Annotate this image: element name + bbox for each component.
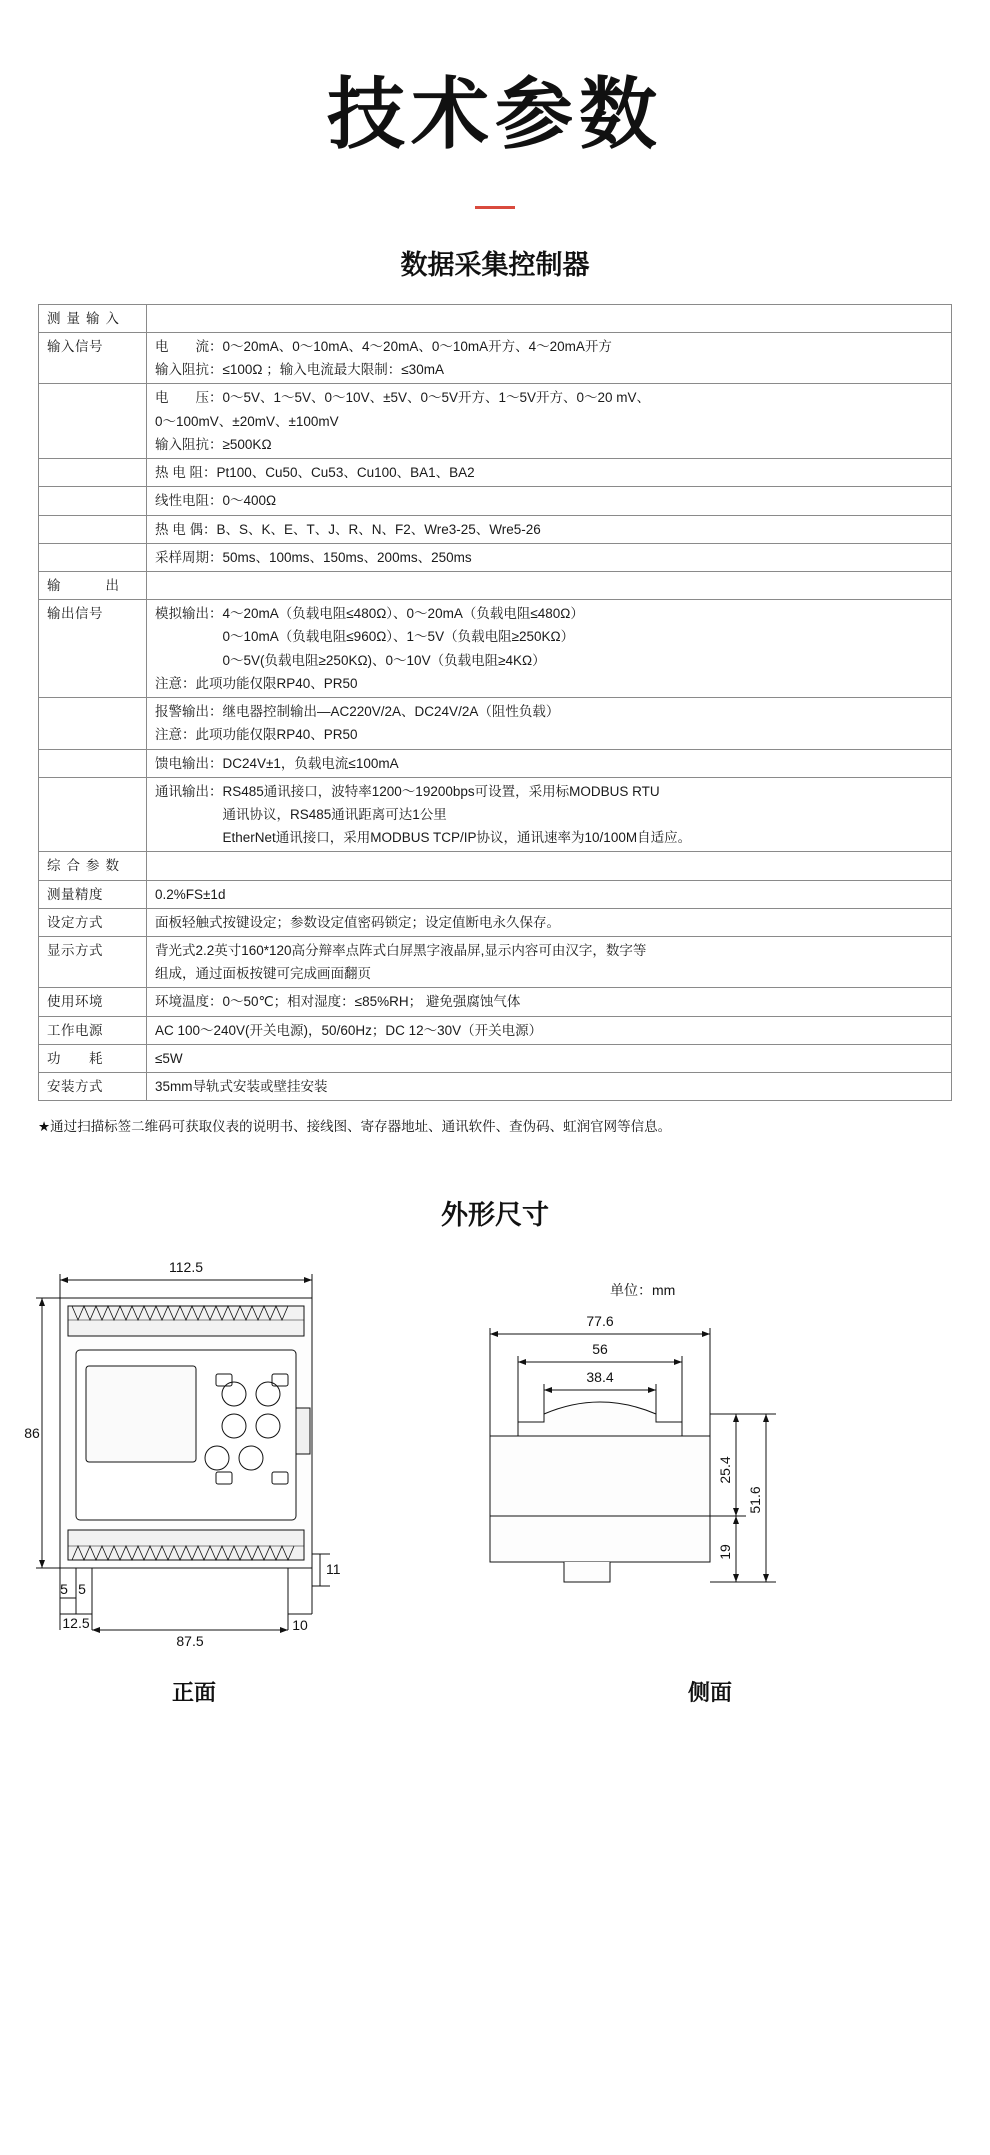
spec-row-label <box>39 777 147 852</box>
spec-row <box>39 487 952 515</box>
spec-row-label: 功 耗 <box>39 1044 147 1072</box>
spec-row-label <box>39 698 147 749</box>
spec-row-label: 使用环境 <box>39 988 147 1016</box>
spec-row <box>39 571 952 599</box>
spec-row-label: 设定方式 <box>39 908 147 936</box>
spec-row-label <box>39 749 147 777</box>
spec-row-value: ≤5W <box>147 1044 952 1072</box>
side-total-height-label: 51.6 <box>747 1486 763 1514</box>
spec-row-value-line: 电 压：0～5V、1～5V、0～10V、±5V、0～5V开方、1～5V开方、0～20 mV、 <box>155 390 651 406</box>
spec-row-value-line: 输入阻抗：≤100Ω ；输入电流最大限制：≤30mA <box>155 362 444 378</box>
side-view-drawing <box>460 1304 860 1724</box>
spec-row-value: 热 电 偶：B、S、K、E、T、J、R、N、F2、Wre3-25、Wre5-26 <box>147 515 952 543</box>
unit-label: 单位：mm <box>610 1282 676 1299</box>
spec-row <box>39 852 952 880</box>
side-lower-height-label: 19 <box>717 1544 733 1561</box>
front-right-small-label: 11 <box>326 1561 341 1578</box>
spec-row-value: 环境温度：0～50℃；相对湿度：≤85%RH； 避免强腐蚀气体 <box>147 988 952 1016</box>
spec-row-value: 面板轻触式按键设定；参数设定值密码锁定；设定值断电永久保存。 <box>147 908 952 936</box>
spec-row-value <box>147 333 952 384</box>
spec-row <box>39 698 952 749</box>
spec-row-label: 测量精度 <box>39 880 147 908</box>
spec-row-value: 热 电 阻：Pt100、Cu50、Cu53、Cu100、BA1、BA2 <box>147 459 952 487</box>
spec-row-value-line: 0～100mV、±20mV、±100mV <box>155 413 339 429</box>
spec-row <box>39 1073 952 1101</box>
front-bottom-left-small-label: 5 <box>60 1581 68 1598</box>
spec-row-value-line: EtherNet通讯接口，采用MODBUS TCP/IP协议，通讯速率为10/100M自适应。 <box>155 830 692 846</box>
spec-row-value-line: 组成，通过面板按键可完成画面翻页 <box>155 966 371 982</box>
spec-row-value-line: 报警输出：继电器控制输出—AC220V/2A、DC24V/2A（阻性负载） <box>155 704 560 720</box>
spec-row <box>39 1016 952 1044</box>
side-mid-width-label: 56 <box>592 1341 608 1358</box>
spec-table-container <box>0 282 990 1102</box>
spec-table <box>38 304 952 1102</box>
spec-row-label: 安装方式 <box>39 1073 147 1101</box>
spec-row <box>39 749 952 777</box>
front-view-drawing <box>20 1258 440 1678</box>
spec-row-label <box>39 384 147 459</box>
front-width-label: 112.5 <box>169 1259 203 1276</box>
side-inner-width-label: 38.4 <box>586 1369 614 1386</box>
spec-row <box>39 384 952 459</box>
spec-row-value <box>147 777 952 852</box>
qr-note: ★通过扫描标签二维码可获取仪表的说明书、接线图、寄存器地址、通讯软件、查伪码、虹润官网等信息。 <box>38 1119 672 1135</box>
spec-row-value-line: 0～10mA（负载电阻≤960Ω）、1～5V（负载电阻≥250KΩ） <box>155 629 575 645</box>
spec-row-label: 输 出 <box>39 571 147 599</box>
spec-row-label: 工作电源 <box>39 1016 147 1044</box>
spec-row-value-line: 背光式2.2英寸160*120高分辩率点阵式白屏黑字液晶屏,显示内容可由汉字，数字等 <box>155 943 647 959</box>
page-title: 技术参数 <box>326 70 663 158</box>
spec-row <box>39 937 952 988</box>
spec-row <box>39 515 952 543</box>
section-subtitle: 数据采集控制器 <box>400 249 590 280</box>
side-view-caption: 侧面 <box>688 1680 733 1706</box>
front-view-caption: 正面 <box>172 1680 217 1706</box>
spec-row-label: 综合参数 <box>39 852 147 880</box>
spec-row <box>39 777 952 852</box>
spec-row-label: 测量输入 <box>39 304 147 332</box>
spec-row <box>39 600 952 698</box>
spec-row-value-line: 注意：此项功能仅限RP40、PR50 <box>155 727 358 743</box>
spec-row-value: 采样周期：50ms、100ms、150ms、200ms、250ms <box>147 543 952 571</box>
spec-row-value <box>147 937 952 988</box>
spec-row-label: 显示方式 <box>39 937 147 988</box>
spec-row-label <box>39 515 147 543</box>
spec-row <box>39 459 952 487</box>
spec-row <box>39 988 952 1016</box>
spec-row-label <box>39 487 147 515</box>
spec-row <box>39 304 952 332</box>
spec-row-value <box>147 852 952 880</box>
spec-row-value <box>147 384 952 459</box>
spec-row-value: 馈电输出：DC24V±1，负载电流≤100mA <box>147 749 952 777</box>
spec-row <box>39 333 952 384</box>
spec-row-value-line: 通讯协议，RS485通讯距离可达1公里 <box>155 806 447 822</box>
spec-row-value: AC 100～240V(开关电源)，50/60Hz；DC 12～30V（开关电源） <box>147 1016 952 1044</box>
front-bottom-total-label: 87.5 <box>176 1633 204 1650</box>
side-upper-height-label: 25.4 <box>717 1456 733 1484</box>
spec-row-value: 35mm导轨式安装或壁挂安装 <box>147 1073 952 1101</box>
spec-row <box>39 1044 952 1072</box>
front-bottom-right-label: 10 <box>292 1617 308 1634</box>
title-divider <box>475 206 515 209</box>
spec-row-label <box>39 459 147 487</box>
spec-row-value-line: 模拟输出：4～20mA（负载电阻≤480Ω）、0～20mA（负载电阻≤480Ω） <box>155 606 584 622</box>
spec-row-value-line: 注意：此项功能仅限RP40、PR50 <box>155 675 358 691</box>
front-bottom-left-label: 12.5 <box>62 1615 90 1632</box>
spec-row-label <box>39 543 147 571</box>
spec-row-value-line: 通讯输出：RS485通讯接口，波特率1200～19200bps可设置，采用标MODBUS RTU <box>155 783 660 799</box>
spec-row-label: 输出信号 <box>39 600 147 698</box>
spec-row-value <box>147 571 952 599</box>
spec-row-value: 0.2%FS±1d <box>147 880 952 908</box>
dimension-drawings <box>0 1258 990 1798</box>
spec-row-value-line: 输入阻抗：≥500KΩ <box>155 436 272 452</box>
spec-row-label: 输入信号 <box>39 333 147 384</box>
side-total-width-label: 77.6 <box>586 1313 614 1330</box>
spec-row <box>39 908 952 936</box>
dimensions-title: 外形尺寸 <box>441 1200 549 1231</box>
front-height-label: 86 <box>24 1425 40 1442</box>
spec-row <box>39 543 952 571</box>
spec-row-value-line: 电 流：0～20mA、0～10mA、4～20mA、0～10mA开方、4～20mA开方 <box>155 339 612 355</box>
spec-row-value <box>147 304 952 332</box>
spec-row-value-line: 0～5V(负载电阻≥250KΩ)、0～10V（负载电阻≥4KΩ） <box>155 652 546 668</box>
spec-row-value <box>147 600 952 698</box>
spec-row-value <box>147 698 952 749</box>
front-bottom-left-small-label-2: 5 <box>78 1581 86 1598</box>
spec-row <box>39 880 952 908</box>
spec-row-value: 线性电阻：0～400Ω <box>147 487 952 515</box>
